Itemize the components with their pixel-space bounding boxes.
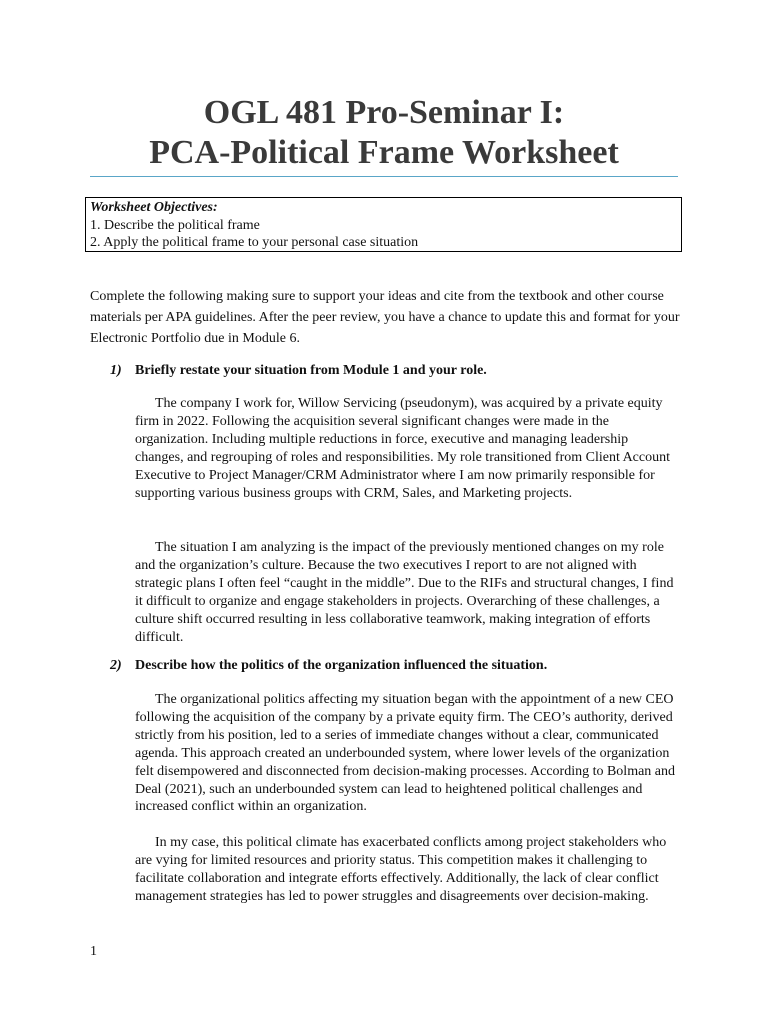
document-title-line-2: PCA-Political Frame Worksheet — [149, 134, 619, 171]
question-1 — [110, 362, 690, 380]
question-number: 1) — [110, 363, 122, 378]
answer-paragraph: In my case, this political climate has exacerbated conflicts among project stakeholders who are vying for limited resources and priority status. This competition makes it challenging to facilitate collaboration and integrate efforts effectively. Additionally, the lack of clear conflict management strategies has led to power struggles and disagreements over decision-making. — [135, 835, 667, 904]
objective-item: 2. Apply the political frame to your personal case situation — [90, 235, 419, 250]
answer-paragraph: The company I work for, Willow Servicing (pseudonym), was acquired by a private equity firm in 2022. Following the acquisition several significant changes were made in the organization. Including multiple reductions in force, executive and managing leadership changes, and regrouping of roles and responsibilities. My role transitioned from Client Account Executive to Project Manager/CRM Administrator where I am now primarily responsible for supporting various business groups with CRM, Sales, and Marketing projects. — [135, 396, 670, 501]
objectives-box — [85, 197, 682, 252]
question-text: Briefly restate your situation from Module 1 and your role. — [135, 363, 487, 378]
question-2 — [110, 657, 690, 675]
objectives-heading: Worksheet Objectives: — [90, 200, 218, 215]
answer-paragraph: The situation I am analyzing is the impact of the previously mentioned changes on my role and the organization’s culture. Because the two executives I report to are not aligned with strategic plans I often feel “caught in the middle”. Due to the RIFs and structural changes, I find it difficult to organize and engage stakeholders in projects. Overarching of these challenges, a culture shift occurred resulting in less collaborative teamwork, making integration of efforts difficult. — [135, 540, 674, 645]
document-title-line-1: OGL 481 Pro-Seminar I: — [203, 94, 565, 131]
question-number: 2) — [110, 658, 122, 673]
objective-item: 1. Describe the political frame — [90, 217, 260, 233]
page-number: 1 — [90, 944, 97, 959]
title-divider — [90, 176, 678, 177]
question-text: Describe how the politics of the organization influenced the situation. — [135, 658, 548, 673]
intro-paragraph: Complete the following making sure to support your ideas and cite from the textbook and other course materials per APA guidelines. After the peer review, you have a chance to update this and format for your Electronic Portfolio due in Module 6. — [90, 289, 680, 346]
answer-paragraph: The organizational politics affecting my situation began with the appointment of a new CEO following the acquisition of the company by a private equity firm. The CEO’s authority, derived strictly from his position, led to a series of immediate changes without a clear, communicated agenda. This approach created an underbounded system, where lower levels of the organization felt disempowered and disconnected from decision-making processes. According to Bolman and Deal (2021), such an underbounded system can lead to heightened political challenges and increased conflict within an organization. — [135, 692, 676, 815]
